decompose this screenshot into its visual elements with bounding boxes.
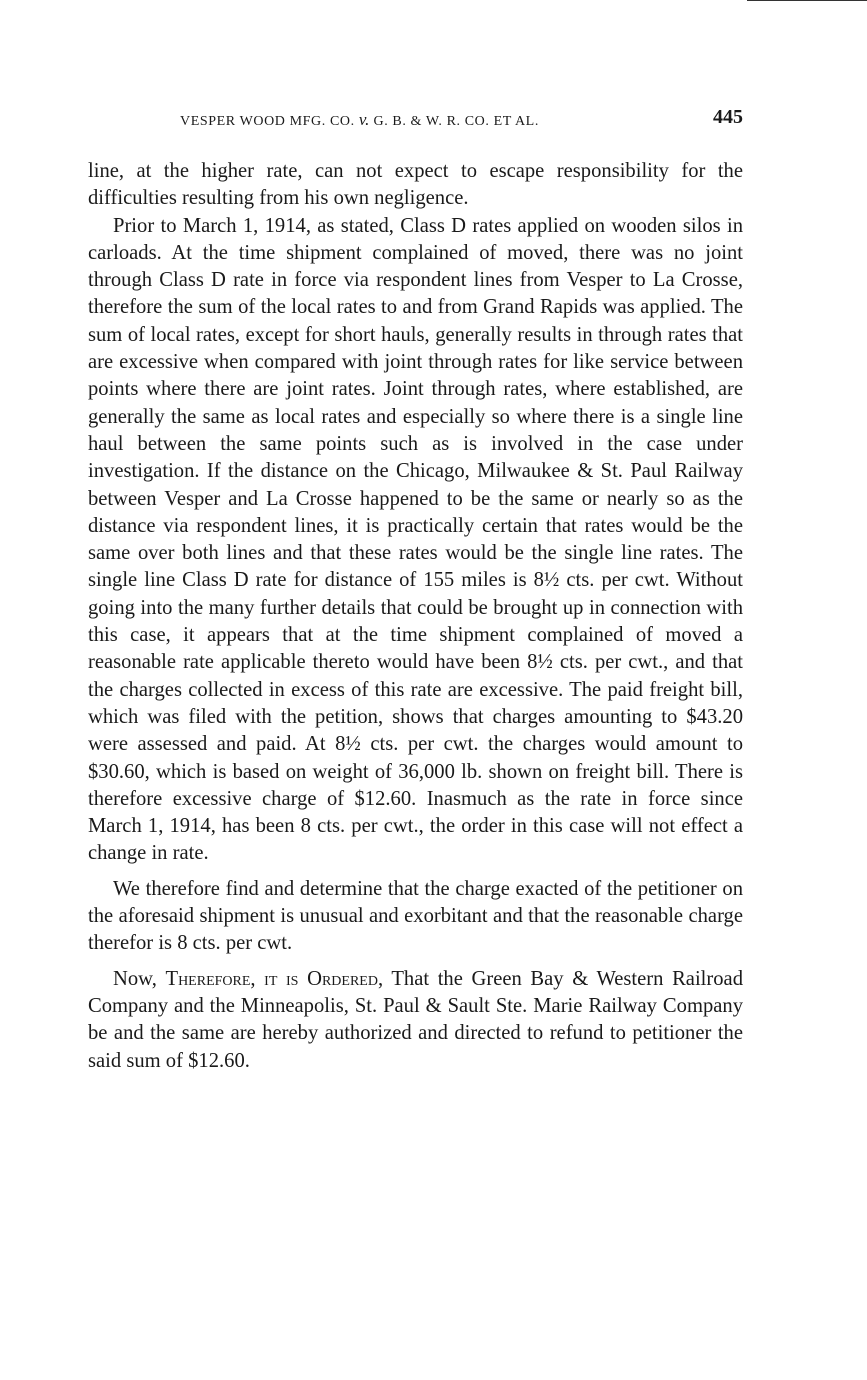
- top-edge-rule: [747, 0, 867, 1]
- body-text: [88, 158, 743, 1075]
- running-title-before: VESPER WOOD MFG. CO.: [180, 114, 355, 129]
- order-lead: Now,: [113, 967, 166, 990]
- paragraph-continuation: line, at the higher rate, can not expect to escape responsibility for the difficulties resulting from his own negligence.: [88, 160, 743, 210]
- page-number: 445: [713, 106, 743, 128]
- paragraph-order: [88, 966, 743, 1075]
- paragraph-finding: We therefore find and determine that the charge exacted of the petitioner on the aforesaid shipment is unusual and exorbitant and that the reasonable charge therefor is 8 cts. per cwt.: [88, 877, 743, 955]
- order-small-caps: Therefore, it is Ordered: [165, 967, 378, 990]
- paragraph-rates-discussion: Prior to March 1, 1914, as stated, Class D rates applied on wooden silos in carloads. At the time shipment complained of moved, there was no joint through Class D rate in force via respondent lines from Vesper to La Crosse, therefore the sum of the local rates to and from Grand Rapids was applied. The sum of local rates, except for short hauls, generally results in through rates that are excessive when compared with joint through rates for like service between points where there are joint rates. Joint through rates, where established, are generally the same as local rates and especially so where there is a single line haul between the same points such as is involved in the case under investigation. If the distance on the Chicago, Milwaukee & St. Paul Railway between Vesper and La Crosse happened to be the same or nearly so as the distance via respondent lines, it is practically certain that rates would be the same over both lines and that these rates would be the single line rates. The single line Class D rate for distance of 155 miles is 8½ cts. per cwt. Without going into the many further details that could be brought up in connection with this case, it appears that at the time shipment complained of moved a reasonable rate applicable thereto would have been 8½ cts. per cwt., and that the charges collected in excess of this rate are excessive. The paid freight bill, which was filed with the petition, shows that charges amounting to $43.20 were assessed and paid. At 8½ cts. per cwt. the charges would amount to $30.60, which is based on weight of 36,000 lb. shown on freight bill. There is therefore excessive charge of $12.60. Inasmuch as the rate in force since March 1, 1914, has been 8 cts. per cwt., the order in this case will not effect a change in rate.: [88, 214, 743, 865]
- order-text: , That the Green Bay & Western Railroad Company and the Minneapolis, St. Paul & Sault Ste. Marie Railway Company be and the same are hereby authorized and directed to refund to petitioner the said sum of $12.60.: [88, 967, 743, 1072]
- running-title: [180, 110, 539, 130]
- running-head: [88, 104, 743, 134]
- running-title-versus: v.: [358, 110, 370, 129]
- running-title-after: G. B. & W. R. CO. ET AL.: [373, 114, 539, 129]
